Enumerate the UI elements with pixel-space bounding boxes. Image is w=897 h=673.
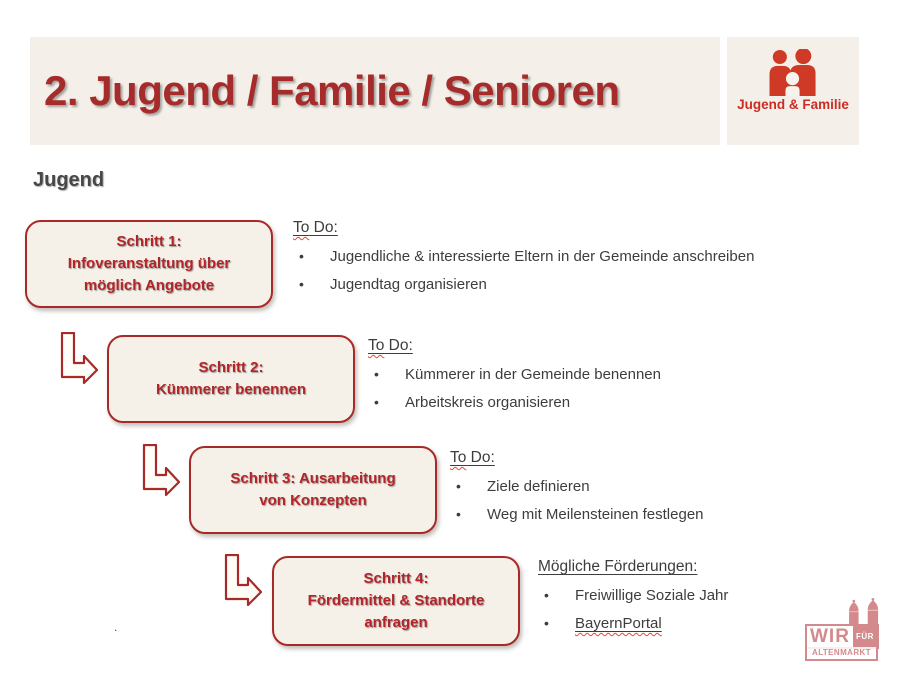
altenmarkt-text: ALTENMARKT xyxy=(805,647,878,661)
todo-item: • Freiwillige Soziale Jahr xyxy=(538,586,728,606)
todo-item: • Weg mit Meilensteinen festlegen xyxy=(450,505,704,525)
step-2-line: Kümmerer benennen xyxy=(155,381,307,398)
step-1-line: Infoveranstaltung über xyxy=(67,255,231,273)
section-heading: Jugend xyxy=(33,169,105,191)
logo-label: Jugend & Familie xyxy=(737,97,849,112)
todo-header-word: To xyxy=(450,449,467,466)
step-1-line: möglich Angebote xyxy=(83,276,215,294)
step-3-line: Schritt 3: Ausarbeitung xyxy=(230,470,396,488)
todo-header-word: To xyxy=(368,337,385,354)
todo-header-rest: Do: xyxy=(466,449,495,466)
step-2-line: Schritt 2: xyxy=(198,359,264,377)
stray-period: . xyxy=(114,620,118,634)
step-4-line: anfragen xyxy=(364,613,428,631)
todo-block-3 xyxy=(450,448,704,533)
jugend-familie-logo xyxy=(727,37,859,145)
todo-item: • Ziele definieren xyxy=(450,477,704,497)
wir-text: WIR xyxy=(810,626,850,647)
step-4-line: Schritt 4: xyxy=(363,570,429,588)
elbow-arrow-2 xyxy=(140,444,180,496)
todo-header xyxy=(538,557,728,577)
todo-block-2 xyxy=(368,336,661,421)
todo-header xyxy=(368,336,661,356)
elbow-arrow-1 xyxy=(58,332,98,384)
header-band xyxy=(30,37,720,145)
page-title: 2. Jugend / Familie / Senioren xyxy=(44,67,620,114)
todo-block-4 xyxy=(538,557,728,642)
step-3-box xyxy=(189,446,437,534)
family-icon xyxy=(762,49,824,96)
todo-item: • Jugendliche & interessierte Eltern in der Gemeinde anschreiben xyxy=(293,247,754,267)
step-4-box xyxy=(272,556,520,646)
step-4-line: Fördermittel & Standorte xyxy=(307,592,485,610)
todo-item: • Kümmerer in der Gemeinde benennen xyxy=(368,365,661,385)
todo-header-rest: Do: xyxy=(309,219,338,236)
todo-item[interactable] xyxy=(538,614,728,634)
todo-header-rest: Mögliche Förderungen: xyxy=(538,558,698,575)
todo-header-word: To xyxy=(293,219,310,236)
wir-banner xyxy=(805,624,879,649)
todo-header xyxy=(293,218,754,238)
todo-header-rest: Do: xyxy=(384,337,413,354)
todo-item: • Jugendtag organisieren xyxy=(293,275,754,295)
bayernportal-link[interactable]: BayernPortal xyxy=(575,615,662,632)
wir-fuer-altenmarkt-logo xyxy=(805,598,883,662)
step-2-box xyxy=(107,335,355,423)
fuer-badge: FÜR xyxy=(853,626,877,647)
step-1-box xyxy=(25,220,273,308)
step-3-line: von Konzepten xyxy=(259,492,367,509)
elbow-arrow-3 xyxy=(222,554,262,606)
todo-item: • Arbeitskreis organisieren xyxy=(368,393,661,413)
step-1-line: Schritt 1: xyxy=(116,233,182,251)
todo-block-1 xyxy=(293,218,754,303)
church-towers-icon xyxy=(846,598,882,626)
todo-header xyxy=(450,448,704,468)
